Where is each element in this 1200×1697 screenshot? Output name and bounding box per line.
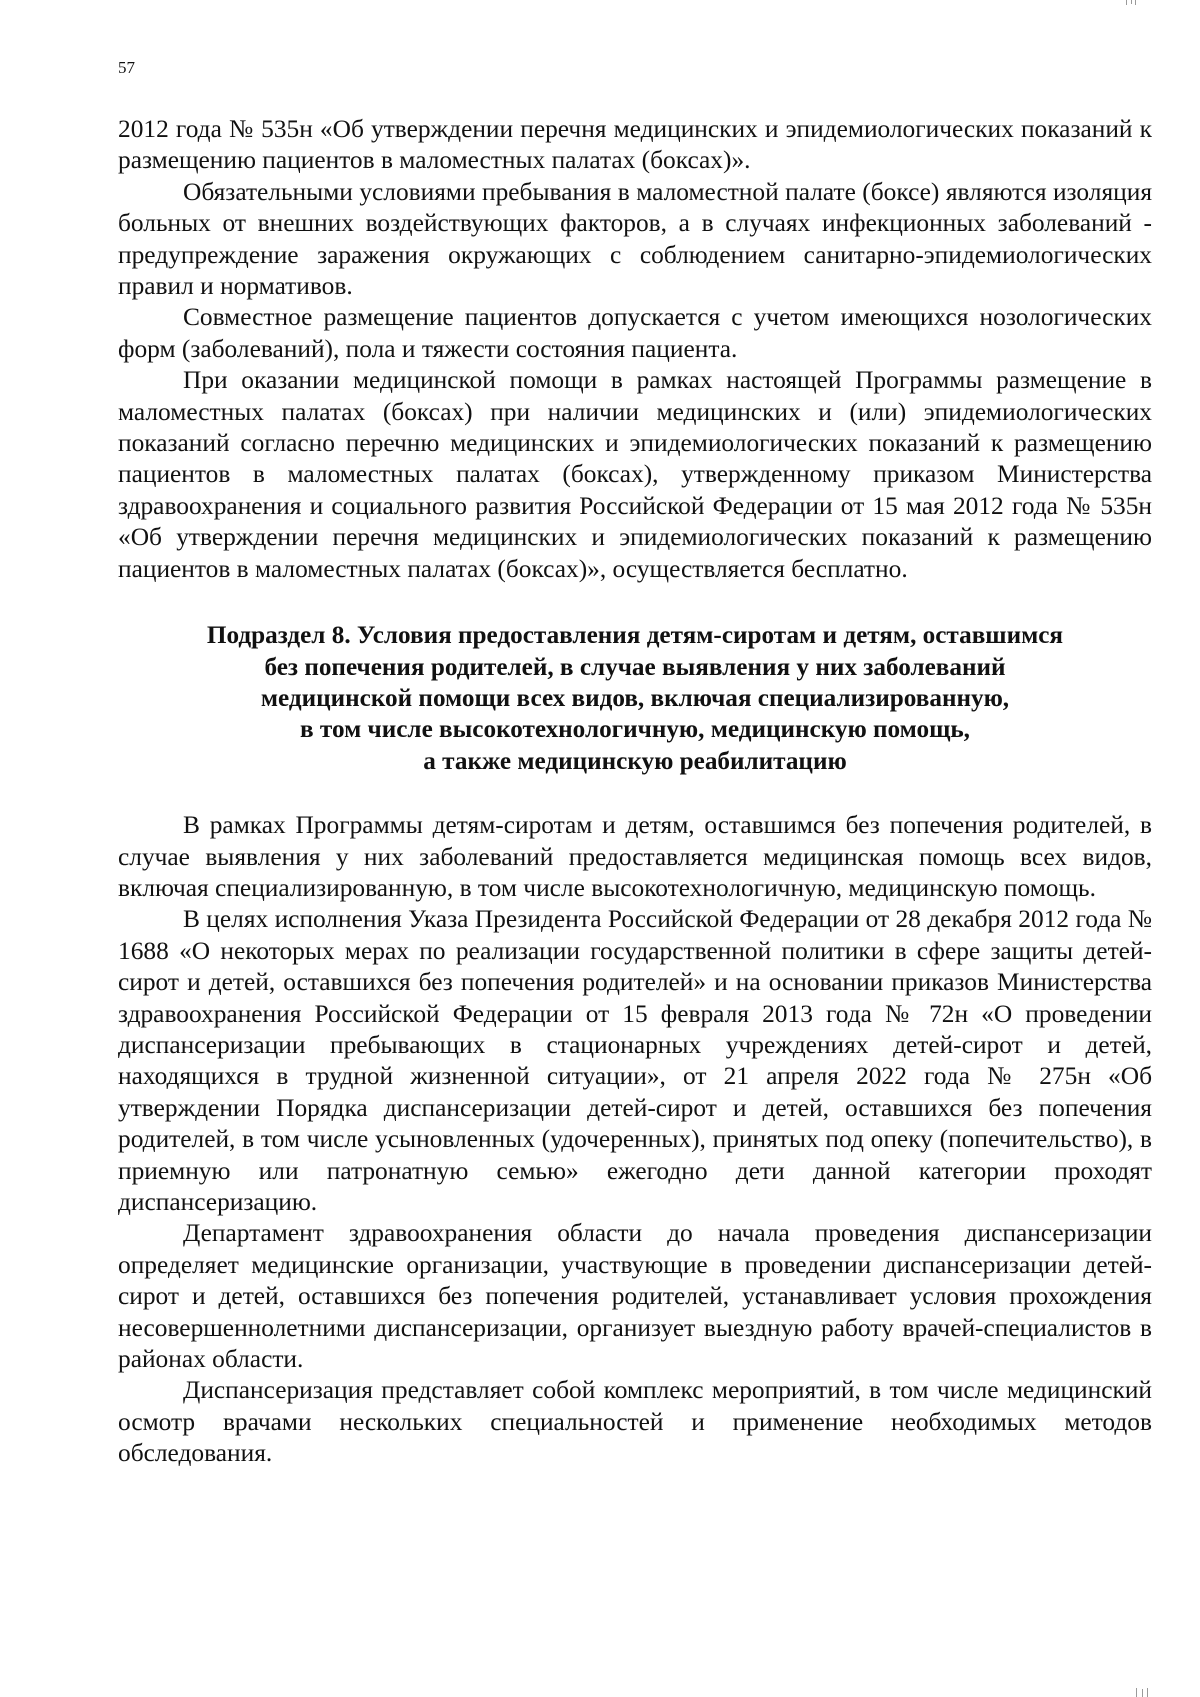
paragraph-isolation-conditions: Обязательными условиями пребывания в маломестной палате (боксе) являются изоляция больных от внешних воздействующих факторов, а в случаях инфекционных заболеваний - предупреждение заражения окружающих с соблюдением санитарно-эпидемиологических правил и нормативов. bbox=[118, 177, 1152, 301]
section-heading-line: в том числе высокотехнологичную, медицинскую помощь, bbox=[300, 716, 970, 744]
section-heading-line: а также медицинскую реабилитацию bbox=[423, 747, 847, 775]
paragraph-orphans-care: В рамках Программы детям-сиротам и детям, оставшимся без попечения родителей, в случае выявления у них заболеваний предоставляется медицинская помощь всех видов, включая специализированную, в том числе высокотехнологичную, медицинскую помощь. bbox=[118, 811, 1152, 902]
section-heading-line: без попечения родителей, в случае выявления у них заболеваний bbox=[264, 653, 1006, 681]
section-heading-line: Подраздел 8. Условия предоставления детям-сиротам и детям, оставшимся bbox=[206, 622, 1064, 650]
section-heading-line: медицинской помощи всех видов, включая специализированную, bbox=[260, 684, 1010, 712]
paragraph-free-placement: При оказании медицинской помощи в рамках настоящей Программы размещение в маломестных палатах (боксах) при наличии медицинских и (или) эпидемиологических показаний согласно перечню медицинских и эпидемиологических показаний к размещению пациентов в маломестных палатах (боксах), утвержденному приказом Министерства здравоохранения и социального развития Российской Федерации от 15 мая 2012 года № 535н «Об утверждении перечня медицинских и эпидемиологических показаний к размещению пациентов в маломестных палатах (боксах)», осуществляется бесплатно. bbox=[118, 366, 1152, 583]
paragraph-continued: 2012 года № 535н «Об утверждении перечня медицинских и эпидемиологических показаний к размещению пациентов в маломестных палатах (боксах)». bbox=[118, 115, 1152, 175]
paragraph-decree-execution: В целях исполнения Указа Президента Российской Федерации от 28 декабря 2012 года № 1688 «О некоторых мерах по реализации государственной политики в сфере защиты детей-сирот и детей, оставшихся без попечения родителей» и на основании приказов Министерства здравоохранения Российской Федерации от 15 февраля 2013 года № 72н «О проведении диспансеризации пребывающих в стационарных учреждениях детей-сирот и детей, находящихся в трудной жизненной ситуации», от 21 апреля 2022 года № 275н «Об утверждении Порядка диспансеризации детей-сирот и детей, оставшихся без попечения родителей, в том числе усыновленных (удочеренных), принятых под опеку (попечительство), в приемную или патронатную семью» ежегодно дети данной категории проходят диспансеризацию. bbox=[118, 905, 1152, 1216]
paragraph-joint-placement: Совместное размещение пациентов допускается с учетом имеющихся нозологических форм (заболеваний), пола и тяжести состояния пациента. bbox=[118, 303, 1152, 363]
document-body bbox=[118, 114, 1152, 1470]
paragraph-dispensary-definition: Диспансеризация представляет собой комплекс мероприятий, в том числе медицинский осмотр врачами нескольких специальностей и применение необходимых методов обследования. bbox=[118, 1376, 1152, 1468]
paragraph-department-duties: Департамент здравоохранения области до начала проведения диспансеризации определяет медицинские организации, участвующие в проведении диспансеризации детей-сирот и детей, оставшихся без попечения родителей, устанавливает условия прохождения несовершеннолетними диспансеризации, организует выездную работу врачей-специалистов в районах области. bbox=[118, 1219, 1152, 1374]
section-heading bbox=[118, 620, 1152, 777]
page-number: 57 bbox=[118, 58, 135, 77]
